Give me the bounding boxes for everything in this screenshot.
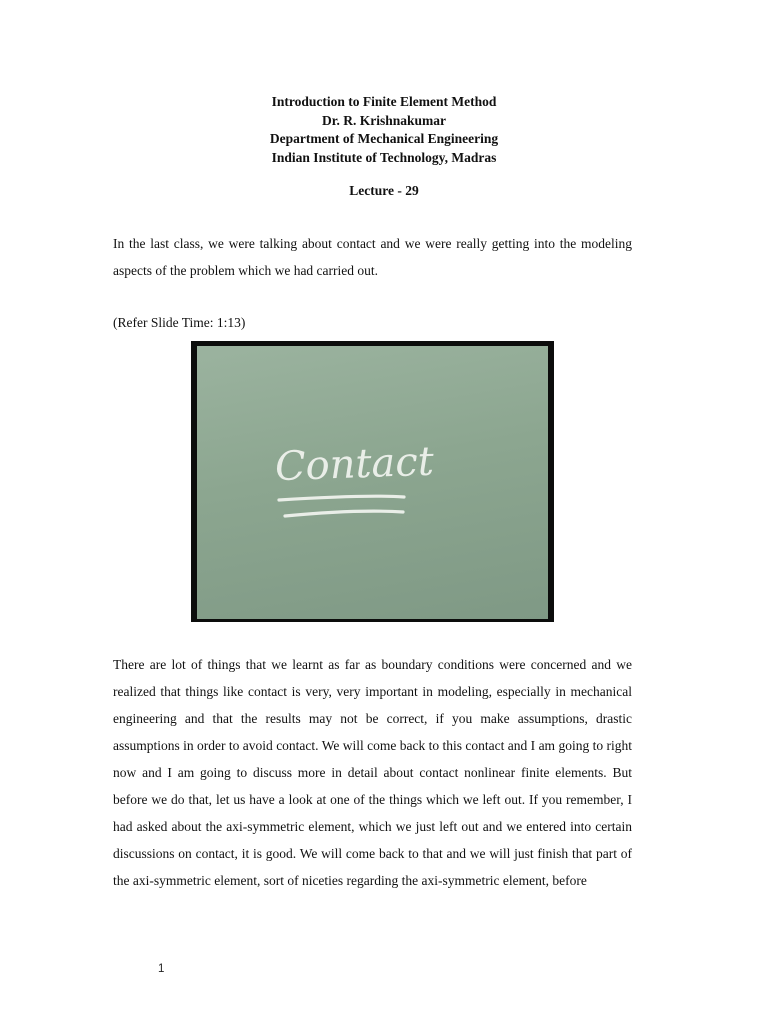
chalkboard [197,346,548,619]
document-header [0,93,768,167]
slide-image [191,341,554,622]
chalk-underline-1 [279,496,404,500]
institute-name: Indian Institute of Technology, Madras [271,149,497,165]
chalkboard-drawing [197,346,548,619]
course-title: Introduction to Finite Element Method [271,94,497,109]
page-number: 1 [158,963,165,975]
department-name: Department of Mechanical Engineering [269,131,499,146]
paragraph-main: There are lot of things that we learnt as far as boundary conditions were concerned and we realized that things like contact is very, very important in modeling, especially in mechanical engineering and that the results may not be correct, if you make assumptions, drastic assumptions in order to avoid contact. We will come back to this contact and I am going to right now and I am going to discuss more in detail about contact nonlinear finite elements. But before we do that, let us have a look at one of the things which we left out. If you remember, I had asked about the axi-symmetric element, which we just left out and we entered into certain discussions on contact, it is good. We will come back to that and we will just finish that part of the axi-symmetric element, sort of niceties regarding the axi-symmetric element, before [113,657,632,888]
lecture-number: Lecture - 29 [349,183,419,198]
lecturer-name: Dr. R. Krishnakumar [321,112,447,128]
slide-reference: (Refer Slide Time: 1:13) [113,315,246,330]
paragraph-intro: In the last class, we were talking about contact and we were really getting into the modeling aspects of the problem which we had carried out. [113,236,632,278]
chalk-word-contact: Contact [274,438,435,491]
chalk-underline-2 [285,511,403,516]
